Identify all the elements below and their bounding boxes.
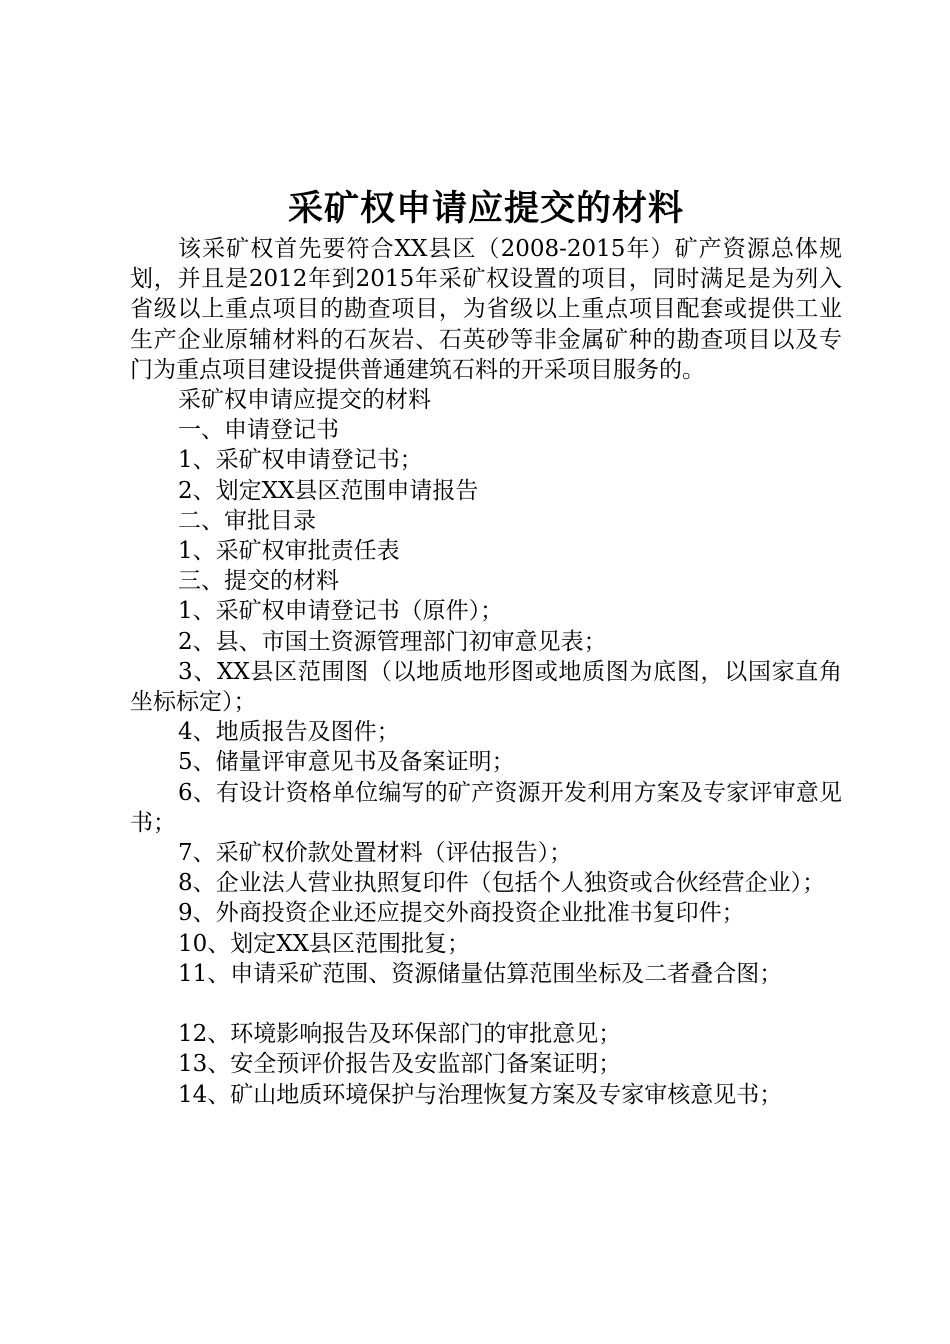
list-item: 1、采矿权审批责任表 [178, 538, 400, 565]
list-item: 6、有设计资格单位编写的矿产资源开发利用方案及专家评审意见书； [130, 779, 842, 836]
list-item: 13、安全预评价报告及安监部门备案证明； [178, 1051, 622, 1078]
list-item: 4、地质报告及图件； [178, 719, 400, 746]
list-item: 12、环境影响报告及环保部门的审批意见； [178, 1021, 622, 1048]
section-heading: 二、审批目录 [178, 507, 316, 534]
subtitle: 采矿权申请应提交的材料 [178, 387, 431, 414]
document-body [130, 234, 842, 1110]
list-item: 2、县、市国土资源管理部门初审意见表； [178, 628, 607, 655]
list-item: 14、矿山地质环境保护与治理恢复方案及专家审核意见书； [178, 1081, 783, 1108]
document-page [130, 0, 842, 1344]
document-title: 采矿权申请应提交的材料 [287, 188, 684, 229]
list-item: 11、申请采矿范围、资源储量估算范围坐标及二者叠合图； [178, 960, 783, 987]
section-heading: 三、提交的材料 [178, 568, 339, 595]
list-item: 2、划定XX县区范围申请报告 [178, 477, 479, 504]
list-item: 3、XX县区范围图（以地质地形图或地质图为底图，以国家直角坐标标定）； [130, 658, 842, 716]
intro-paragraph: 该采矿权首先要符合XX县区（2008-2015年）矿产资源总体规划，并且是2012年到2015年采矿权设置的项目，同时满足是为列入省级以上重点项目的勘查项目，为省级以上重点项目配套或提供工业生产企业原辅材料的石灰岩、石英砂等非金属矿种的勘查项目以及专门为重点项目建设提供普通建筑石料的开采项目服务的。 [130, 236, 842, 383]
list-item: 1、采矿权申请登记书（原件）； [178, 598, 504, 625]
list-item: 9、外商投资企业还应提交外商投资企业批准书复印件； [178, 900, 745, 927]
list-item: 8、企业法人营业执照复印件（包括个人独资或合伙经营企业）； [178, 870, 826, 897]
list-item: 7、采矿权价款处置材料（评估报告）； [178, 840, 573, 867]
list-item: 5、储量评审意见书及备案证明； [178, 749, 515, 776]
list-item: 1、采矿权申请登记书； [178, 447, 423, 474]
list-item: 10、划定XX县区范围批复； [178, 930, 471, 957]
section-heading: 一、申请登记书 [178, 417, 339, 444]
blank-line [130, 989, 842, 1019]
